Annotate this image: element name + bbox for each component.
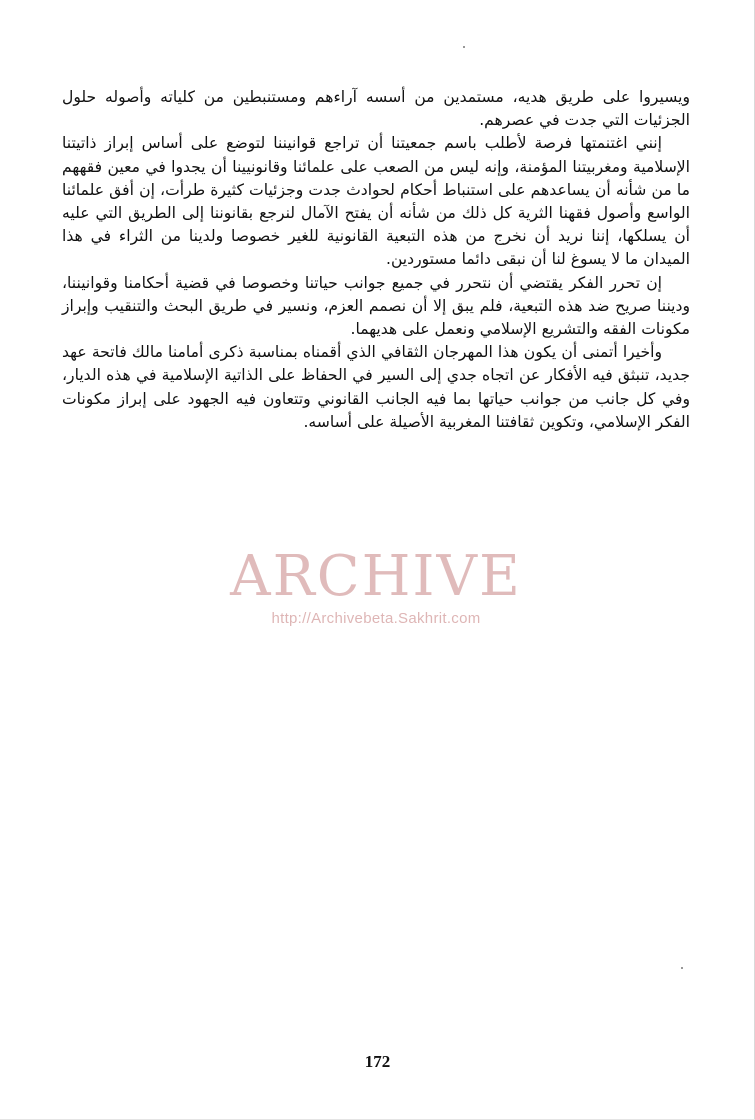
archive-watermark	[226, 544, 526, 628]
watermark-url: http://Archivebeta.Sakhrit.com	[271, 610, 481, 627]
paragraph-3: إن تحرر الفكر يقتضي أن نتحرر في جميع جوانب حياتنا وخصوصا في قضية أحكامنا وقوانيننا، وديننا صريح ضد هذه التبعية، فلم يبق إلا أن نصمم العزم، ونسير في طريق البحث والتنقيب وإبراز مكونات الفقه والتشريع الإسلامي ونعمل على هديهما.	[62, 273, 690, 339]
scan-speck	[681, 967, 683, 969]
paragraph-2: إنني اغتنمتها فرصة لأطلب باسم جمعيتنا أن تراجع قوانيننا لتوضع على أساس إبراز ذاتيتنا الإسلامية ومغربيتنا المؤمنة، وإنه ليس من الصعب على علمائنا وقانونيينا أن يجدوا في معين فقههم ما من شأنه أن يساعدهم على استنباط أحكام لحوادث جدت وجزئيات كثيرة طرأت، إن أفق علمائنا الواسع وأصول فقهنا الثرية كل ذلك من شأنه أن يفتح الآمال لنرجع بقانوننا إلى الطريق التي عليه أن يسلكها، إننا نريد أن نخرج من هذه التبعية القانونية للغير خصوصا ولدينا من الثراء في هذا الميدان ما لا يسوغ لنا أن نبقى دائما مستوردين.	[62, 134, 690, 269]
paragraph-4: وأخيرا أتمنى أن يكون هذا المهرجان الثقافي الذي أقمناه بمناسبة ذكرى أمامنا مالك فاتحة عهد جديد، تنبثق فيه الأفكار عن اتجاه جدي إلى السير في الحفاظ على الذاتية الإسلامية في هذه الديار، وفي كل جانب من جوانب حياتها بما فيه الجانب القانوني وتتعاون فيه الجهود على إبراز مكونات الفكر الإسلامي، وتكوين ثقافتنا المغربية الأصيلة على أساسه.	[62, 343, 690, 431]
body-text	[62, 86, 690, 434]
paragraph-1: ويسيروا على طريق هديه، مستمدين من أسسه آراءهم ومستنبطين من كلياته وأصوله حلول الجزئيات التي جدت في عصرهم.	[62, 88, 690, 130]
watermark-title: ARCHIVE	[230, 544, 522, 609]
page-number: 172	[364, 1052, 391, 1071]
scan-speck	[463, 46, 465, 48]
